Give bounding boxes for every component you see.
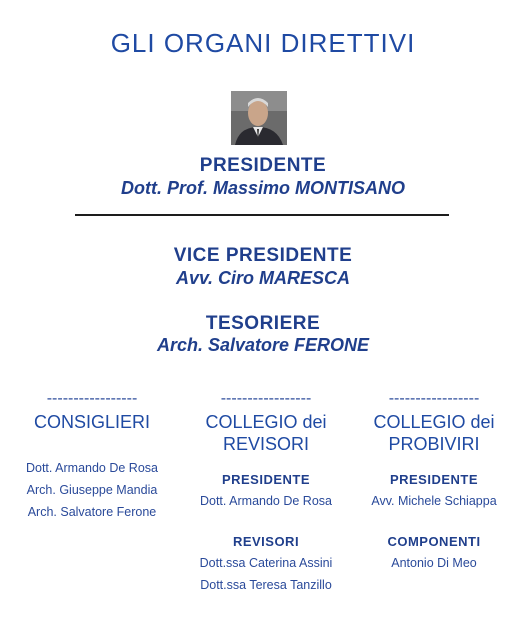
probiviri-president-label: PRESIDENTE (389, 472, 479, 487)
list-item: Dott. Armando De Rosa (25, 461, 158, 475)
revisori-president-name: Dott. Armando De Rosa (199, 494, 332, 508)
dash-separator: ----------------- (220, 390, 312, 407)
vice-president-role: VICE PRESIDENTE (173, 245, 353, 266)
list-item: Arch. Salvatore Ferone (27, 505, 157, 519)
probiviri-president-name: Avv. Michele Schiappa (371, 494, 497, 508)
vice-president-name: Avv. Ciro MARESCA (175, 268, 351, 288)
probiviri-column (349, 390, 519, 574)
treasurer-role: TESORIERE (205, 313, 321, 334)
consiglieri-heading: CONSIGLIERI (33, 412, 151, 432)
probiviri-members-label: COMPONENTI (387, 534, 481, 549)
probiviri-heading-line2: PROBIVIRI (388, 434, 480, 454)
dash-separator: ----------------- (388, 390, 480, 407)
consiglieri-column (7, 390, 177, 523)
list-item: Dott.ssa Teresa Tanzillo (200, 578, 332, 592)
list-item: Antonio Di Meo (391, 556, 477, 570)
list-item: Dott.ssa Caterina Assini (199, 556, 333, 570)
revisori-column (181, 390, 351, 596)
revisori-heading-line2: REVISORI (222, 434, 310, 454)
probiviri-heading-line1: COLLEGIO dei (373, 412, 495, 432)
revisori-heading-line1: COLLEGIO dei (205, 412, 327, 432)
divider (75, 214, 449, 216)
list-item: Arch. Giuseppe Mandia (26, 483, 158, 497)
president-photo (231, 91, 287, 145)
dash-separator: ----------------- (46, 390, 138, 407)
revisori-members-label: REVISORI (232, 534, 300, 549)
president-role: PRESIDENTE (199, 155, 327, 176)
page-title: GLI ORGANI DIRETTIVI (110, 28, 416, 58)
president-name: Dott. Prof. Massimo MONTISANO (120, 178, 405, 198)
treasurer-name: Arch. Salvatore FERONE (156, 335, 370, 355)
revisori-president-label: PRESIDENTE (221, 472, 311, 487)
